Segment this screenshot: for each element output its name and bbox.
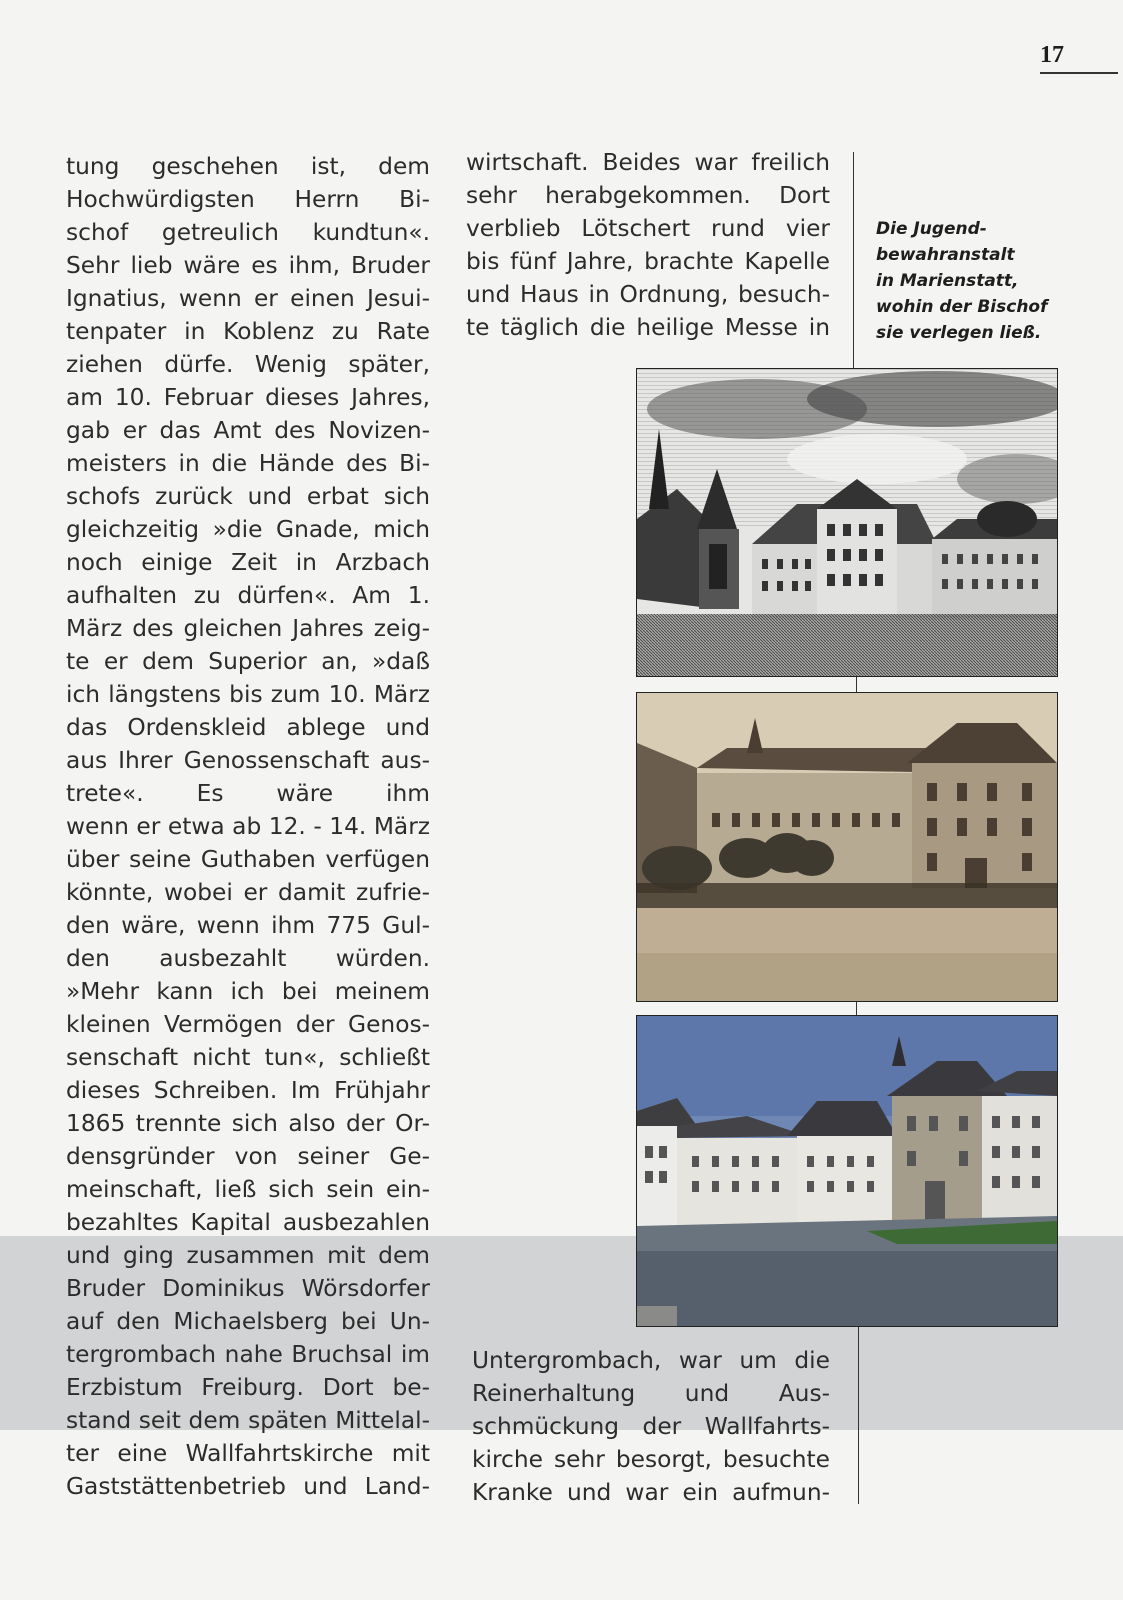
page-number-rule (1040, 72, 1118, 74)
column-divider-top (853, 152, 854, 368)
text-line: das Ordenskleid ablege und (66, 714, 430, 741)
text-line: aus Ihrer Genossenschaft aus- (66, 747, 430, 774)
column-divider-bottom (858, 1326, 859, 1504)
text-line: te täglich die heilige Messe in (466, 314, 830, 341)
text-line: den wäre, wenn ihm 775 Gul- (66, 912, 430, 939)
column-divider-between-photos-1 (856, 676, 857, 692)
text-line: meisters in die Hände des Bi- (66, 450, 430, 477)
text-line: über seine Guthaben verfügen (66, 846, 430, 873)
text-line: Kranke und war ein aufmun- (472, 1479, 830, 1506)
text-line: verblieb Lötschert rund vier (466, 215, 830, 242)
text-line: wenn er etwa ab 12. - 14. März (66, 813, 430, 840)
text-line: te er dem Superior an, »daß (66, 648, 430, 675)
text-line: dieses Schreiben. Im Frühjahr (66, 1077, 430, 1104)
caption-line: Die Jugend- (876, 219, 987, 239)
caption-line: sie verlegen ließ. (876, 323, 1042, 343)
text-line: kirche sehr besorgt, besuchte (472, 1446, 830, 1473)
text-line: am 10. Februar dieses Jahres, (66, 384, 430, 411)
text-line: gleichzeitig »die Gnade, mich (66, 516, 430, 543)
text-line: Ignatius, wenn er einen Jesui- (66, 285, 430, 312)
text-line: wirtschaft. Beides war freilich (466, 149, 830, 176)
middle-text-column-bottom (472, 1344, 830, 1509)
color-photo-image (636, 1015, 1058, 1327)
text-line: stand seit dem späten Mittelal- (66, 1407, 430, 1434)
text-line: ter eine Wallfahrtskirche mit (66, 1440, 430, 1467)
text-line: »Mehr kann ich bei meinem (66, 978, 430, 1005)
text-line: densgründer von seiner Ge- (66, 1143, 430, 1170)
text-line: tung geschehen ist, dem (66, 153, 430, 180)
text-line: ziehen dürfe. Wenig später, (66, 351, 430, 378)
text-line: noch einige Zeit in Arzbach (66, 549, 430, 576)
text-line: Sehr lieb wäre es ihm, Bruder (66, 252, 430, 279)
text-line: den ausbezahlt würden. (66, 945, 430, 972)
text-line: senschaft nicht tun«, schließt (66, 1044, 430, 1071)
text-line: Erzbistum Freiburg. Dort be- (66, 1374, 430, 1401)
text-line: sehr herabgekommen. Dort (466, 182, 830, 209)
engraving-image (636, 368, 1058, 677)
text-line: schmückung der Wallfahrts- (472, 1413, 830, 1440)
text-line: und Haus in Ordnung, besuch- (466, 281, 830, 308)
text-line: tergrombach nahe Bruchsal im (66, 1341, 430, 1368)
text-line: gab er das Amt des Novizen- (66, 417, 430, 444)
text-line: schofs zurück und erbat sich (66, 483, 430, 510)
text-line: bis fünf Jahre, brachte Kapelle (466, 248, 830, 275)
text-line: tenpater in Koblenz zu Rate (66, 318, 430, 345)
text-line: schof getreulich kundtun«. (66, 219, 430, 246)
text-line: könnte, wobei er damit zufrie- (66, 879, 430, 906)
text-line: Gaststättenbetrieb und Land- (66, 1473, 430, 1500)
left-text-column (66, 150, 430, 1503)
text-line: trete«. Es wäre ihm (66, 780, 430, 807)
text-line: kleinen Vermögen der Genos- (66, 1011, 430, 1038)
photo-caption (876, 216, 1060, 346)
text-line: Hochwürdigsten Herrn Bi- (66, 186, 430, 213)
text-line: meinschaft, ließ sich sein ein- (66, 1176, 430, 1203)
text-line: auf den Michaelsberg bei Un- (66, 1308, 430, 1335)
text-line: aufhalten zu dürfen«. Am 1. (66, 582, 430, 609)
middle-text-column-top (466, 146, 830, 344)
text-line: Reinerhaltung und Aus- (472, 1380, 830, 1407)
text-line: ich längstens bis zum 10. März (66, 681, 430, 708)
page-number: 17 (1040, 42, 1064, 68)
text-line: Bruder Dominikus Wörsdorfer (66, 1275, 430, 1302)
sepia-photo-image (636, 692, 1058, 1002)
text-line: Untergrombach, war um die (472, 1347, 830, 1374)
caption-line: bewahranstalt (876, 245, 1015, 265)
column-divider-between-photos-2 (856, 1001, 857, 1015)
text-line: 1865 trennte sich also der Or- (66, 1110, 430, 1137)
text-line: bezahltes Kapital ausbezahlen (66, 1209, 430, 1236)
text-line: März des gleichen Jahres zeig- (66, 615, 430, 642)
text-line: und ging zusammen mit dem (66, 1242, 430, 1269)
caption-line: wohin der Bischof (876, 297, 1048, 317)
caption-line: in Marienstatt, (876, 271, 1019, 291)
